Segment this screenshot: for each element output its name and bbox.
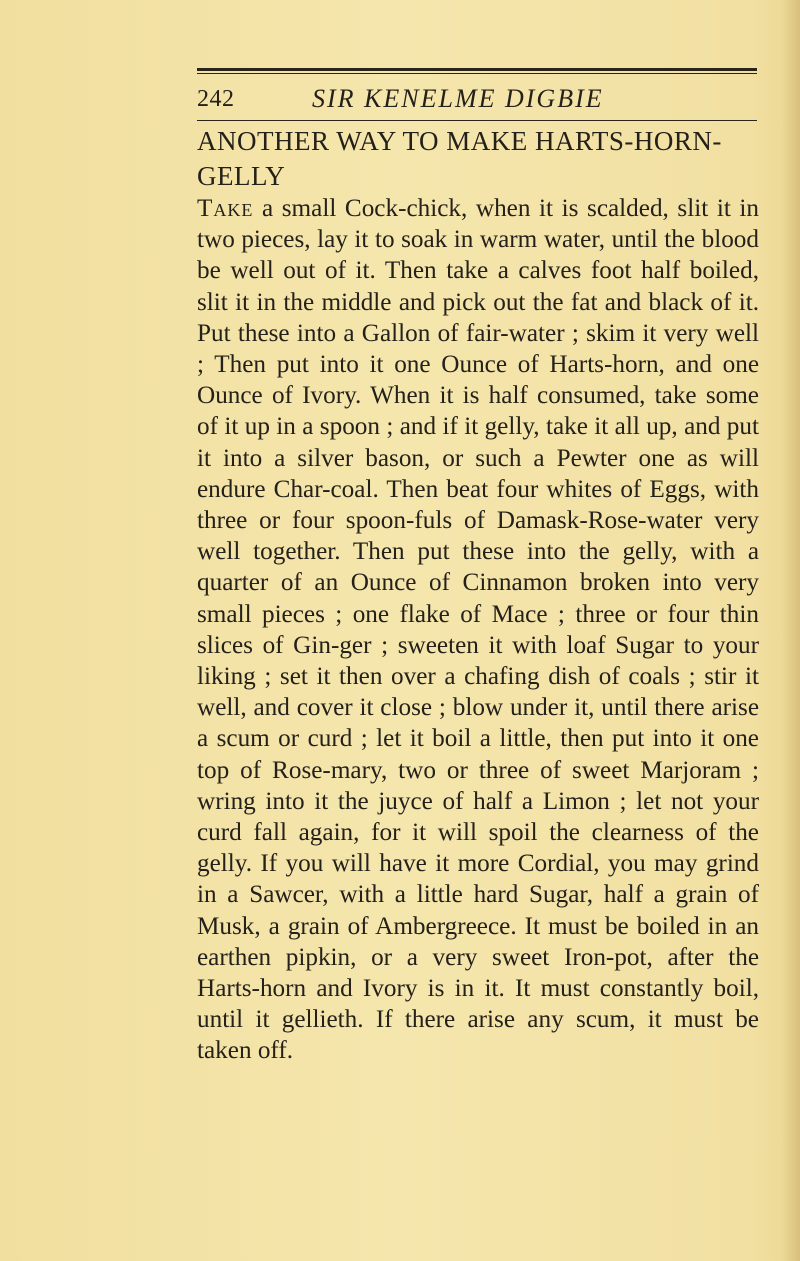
page-edge-shadow — [782, 0, 800, 1261]
recipe-title: ANOTHER WAY TO MAKE HARTS-HORN-GELLY — [197, 126, 722, 191]
page-header — [197, 82, 757, 121]
running-head: SIR KENELME DIGBIE — [312, 84, 604, 113]
recipe-first-word: Take — [197, 195, 254, 222]
recipe-body-text: a small Cock-chick, when it is scalded, slit it in two pieces, lay it to soak in warm water, until the blood be well out of it. Then take a calves foot half boiled, slit it in the middle and pick out the fat and black of it. Put these into a Gallon of fair-water ; skim it very well ; Then put into it one Ounce of Harts-horn, and one Ounce of Ivory. When it is half consumed, take some of it up in a spoon ; and if it gelly, take it all up, and put it into a silver bason, or such a Pewter one as will endure Char-coal. Then beat four whites of Eggs, with three or four spoon-fuls of Damask-Rose-water very well together. Then put these into the gelly, with a quarter of an Ounce of Cinnamon broken into very small pieces ; one flake of Mace ; three or four thin slices of Gin-ger ; sweeten it with loaf Sugar to your liking ; set it then over a chafing dish of coals ; stir it well, and cover it close ; blow under it, until there arise a scum or curd ; let it boil a little, then put into it one top of Rose-mary, two or three of sweet Marjoram ; wring into it the juyce of half a Limon ; let not your curd fall again, for it will spoil the clearness of the gelly. If you will have it more Cordial, you may grind in a Sawcer, with a little hard Sugar, half a grain of Musk, a grain of Ambergreece. It must be boiled in an earthen pipkin, or a very sweet Iron-pot, after the Harts-horn and Ivory is in it. It must constantly boil, until it gellieth. If there arise any scum, it must be taken off. — [197, 195, 760, 1065]
page-number: 242 — [197, 86, 235, 112]
recipe-body — [197, 193, 759, 1067]
header-rule-thick — [197, 68, 757, 71]
header-rule-thin — [197, 73, 757, 74]
